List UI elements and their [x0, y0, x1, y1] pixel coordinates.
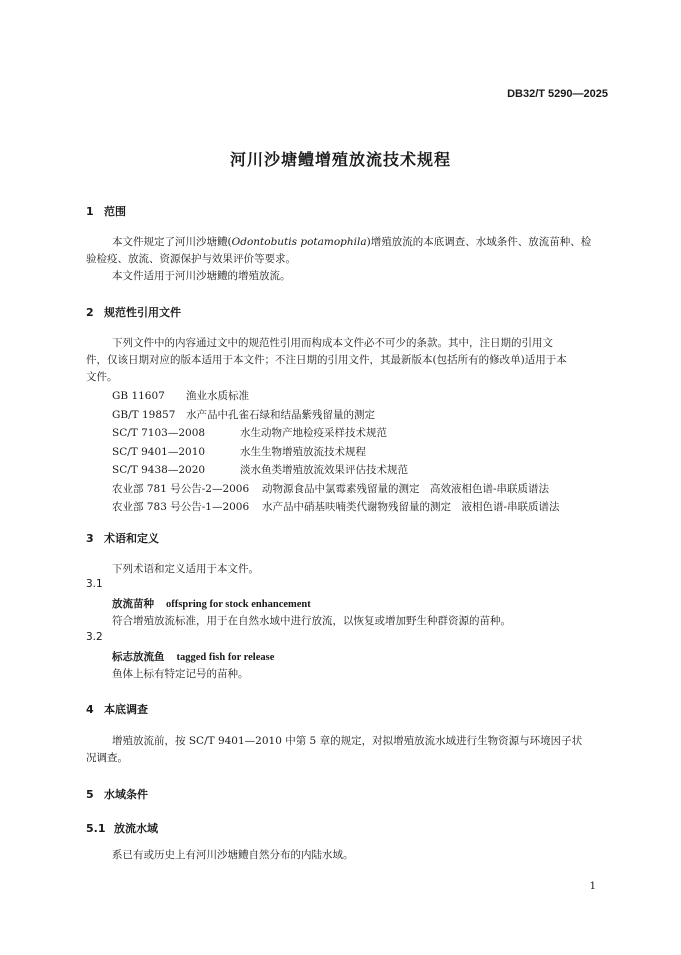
- section-1-para-1-line-1: [112, 234, 591, 250]
- subsection-5-1-heading: [86, 820, 158, 836]
- reference-code: GB/T 19857: [112, 408, 176, 421]
- section-title: 本底调查: [104, 703, 148, 716]
- section-number: 4: [86, 703, 94, 716]
- reference-item: [112, 443, 560, 462]
- term-zh: 标志放流鱼: [112, 651, 165, 663]
- reference-title: 水产品中孔雀石绿和结晶紫残留量的测定: [186, 408, 375, 421]
- section-3-intro: 下列术语和定义适用于本文件。: [112, 563, 259, 575]
- reference-code: SC/T 9401—2010: [112, 445, 206, 458]
- reference-item: [112, 406, 560, 425]
- section-number: 2: [86, 306, 94, 319]
- term-heading: [112, 596, 311, 611]
- section-1-para-1-line-2: 验检疫、放流、资源保护与效果评价等要求。: [86, 253, 296, 265]
- reference-item: [112, 480, 560, 499]
- subsection-title: 放流水域: [114, 822, 158, 835]
- reference-item: [112, 424, 560, 443]
- section-title: 水域条件: [104, 788, 148, 801]
- section-1-para-2: 本文件适用于河川沙塘鳢的增殖放流。: [112, 270, 291, 282]
- term-heading: [112, 649, 274, 664]
- reference-item: [112, 461, 560, 480]
- term-number: 3.1: [86, 578, 103, 590]
- section-2-heading: [86, 304, 181, 320]
- section-number: 1: [86, 205, 94, 218]
- reference-title: 水生动物产地检疫采样技术规范: [240, 427, 387, 439]
- term-definition: 符合增殖放流标准，用于在自然水域中进行放流，以恢复或增加野生种群资源的苗种。: [112, 615, 511, 627]
- section-title: 规范性引用文件: [104, 306, 181, 319]
- section-number: 3: [86, 532, 94, 545]
- section-2-para-line-2: 件，仅该日期对应的版本适用于本文件；不注日期的引用文件，其最新版本(包括所有的修改单)适用于本: [86, 354, 567, 366]
- term-definition: 鱼体上标有特定记号的苗种。: [112, 668, 249, 680]
- term-number: 3.2: [86, 631, 103, 643]
- page-title: 河川沙塘鳢增殖放流技术规程: [229, 150, 451, 169]
- section-2-para-line-3: 文件。: [86, 371, 118, 383]
- reference-code: 农业部 781 号公告-2—2006: [112, 482, 250, 495]
- section-title: 范围: [104, 205, 126, 218]
- section-4-para-line-2: 况调查。: [86, 752, 128, 764]
- doc-code-header: DB32/T 5290—2025: [507, 88, 608, 100]
- term-zh: 放流苗种: [112, 598, 154, 610]
- text-run: 本文件规定了河川沙塘鳢(: [112, 236, 232, 248]
- section-5-heading: [86, 786, 148, 802]
- section-2-para-line-1: 下列文件中的内容通过文中的规范性引用而构成本文件必不可少的条款。其中，注日期的引用文: [112, 337, 553, 349]
- subsection-5-1-para: 系已有或历史上有河川沙塘鳢自然分布的内陆水域。: [112, 849, 354, 861]
- reference-item: [112, 387, 560, 406]
- subsection-number: 5.1: [86, 822, 106, 835]
- page-number: 1: [589, 881, 596, 892]
- reference-code: GB 11607: [112, 390, 165, 402]
- reference-code: SC/T 9438—2020: [112, 464, 206, 476]
- reference-title: 动物源食品中氯霉素残留量的测定 高效液相色谱-串联质谱法: [262, 482, 550, 495]
- reference-code: SC/T 7103—2008: [112, 427, 206, 439]
- section-1-heading: [86, 203, 126, 219]
- reference-item: [112, 498, 560, 517]
- reference-title: 渔业水质标准: [186, 390, 249, 402]
- latin-name: Odontobutis potamophila: [231, 236, 367, 248]
- section-3-heading: [86, 530, 159, 546]
- reference-code: 农业部 783 号公告-1—2006: [112, 501, 250, 513]
- text-run: )增殖放流的本底调查、水域条件、放流苗种、检: [366, 236, 592, 248]
- reference-title: 淡水鱼类增殖放流效果评估技术规范: [240, 464, 408, 476]
- section-title: 术语和定义: [104, 532, 159, 545]
- normative-references-list: [112, 387, 560, 517]
- section-number: 5: [86, 788, 94, 801]
- reference-title: 水生生物增殖放流技术规程: [240, 445, 366, 458]
- reference-title: 水产品中硝基呋喃类代谢物残留量的测定 液相色谱-串联质谱法: [262, 501, 560, 513]
- section-4-para-line-1: 增殖放流前，按 SC/T 9401—2010 中第 5 章的规定，对拟增殖放流水域进行生物资源与环境因子状: [112, 735, 583, 747]
- term-en: offspring for stock enhancement: [166, 599, 311, 610]
- section-4-heading: [86, 701, 148, 717]
- term-en: tagged fish for release: [176, 652, 275, 663]
